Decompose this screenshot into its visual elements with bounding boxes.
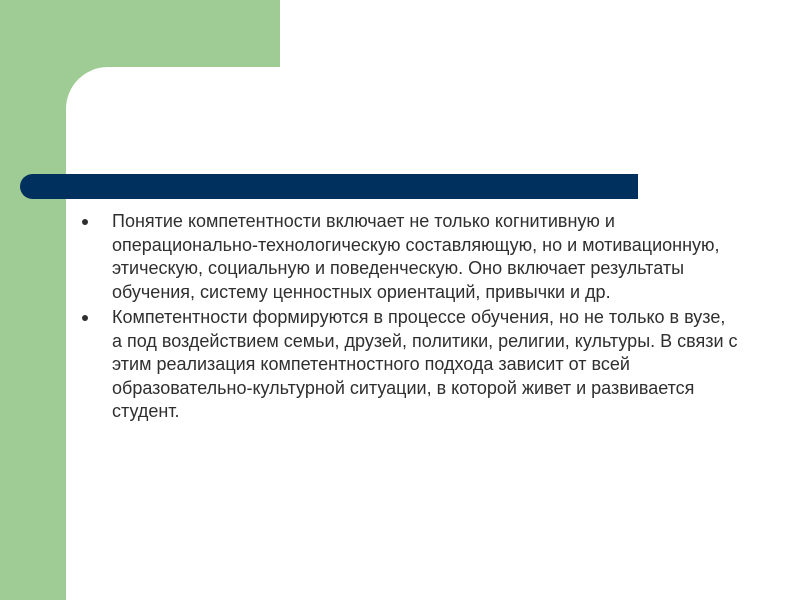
bullet-dot-icon [82,315,88,321]
bullet-text: Понятие компетентности включает не только когнитивную и операционально-технологическую составляющую, но и мотивационную, этическую, социальную и поведенческую. Оно включает результаты обучения, систему ценностных ориентаций, привычки и др. [112,211,720,302]
bullet-item [80,306,740,424]
bullet-list [80,210,740,426]
bullet-item [80,210,740,304]
title-bar [20,174,638,199]
bullet-text: Компетентности формируются в процессе обучения, но не только в вузе, а под воздействием семьи, друзей, политики, религии, культуры. В связи с этим реализация компетентностного подхода зависит от всей образовательно-культурной ситуации, в которой живет и развивается студент. [112,307,738,421]
bullet-dot-icon [82,219,88,225]
